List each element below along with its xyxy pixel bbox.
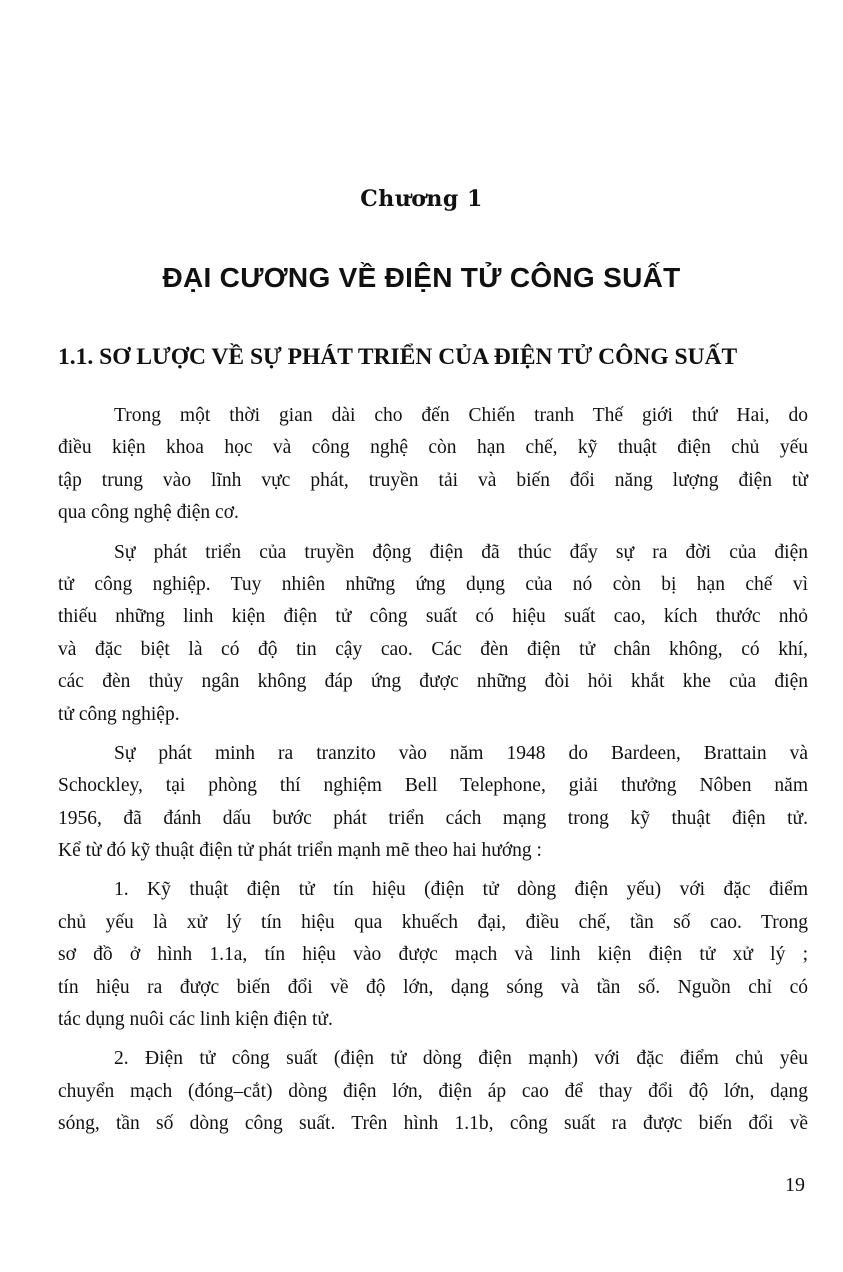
text-line: thiếu những linh kiện điện tử công suất có hiệu suất cao, kích thước nhỏ [58, 606, 808, 628]
text-line: và đặc biệt là có độ tin cậy cao. Các đèn điện tử chân không, có khí, [58, 638, 808, 660]
chapter-label: Chương 1 [360, 186, 483, 212]
text-line: chuyển mạch (đóng–cắt) dòng điện lớn, điện áp cao để thay đổi độ lớn, dạng [58, 1080, 808, 1102]
text-line: Schockley, tại phòng thí nghiệm Bell Telephone, giải thưởng Nôben năm [58, 775, 808, 797]
text-line: sơ đồ ở hình 1.1a, tín hiệu vào được mạch và linh kiện điện tử xử lý ; [58, 944, 808, 966]
section-heading: 1.1. SƠ LƯỢC VỀ SỰ PHÁT TRIỂN CỦA ĐIỆN TỬ CÔNG SUẤT [58, 344, 738, 370]
paragraph-4 [58, 874, 808, 1036]
page-number: 19 [785, 1174, 805, 1196]
text-line: tín hiệu ra được biến đổi về độ lớn, dạng sóng và tần số. Nguồn chỉ có [58, 976, 808, 998]
text-line: Sự phát triển của truyền động điện đã thúc đẩy sự ra đời của điện [114, 541, 808, 563]
paragraph-1 [58, 400, 808, 530]
text-line: tác dụng nuôi các linh kiện điện tử. [58, 1009, 333, 1031]
paragraph-5 [58, 1043, 808, 1140]
text-line: qua công nghệ điện cơ. [58, 502, 239, 524]
text-line: tử công nghiệp. [58, 703, 180, 725]
text-line: các đèn thủy ngân không đáp ứng được những đòi hỏi khắt khe của điện [58, 671, 808, 693]
text-line: Trong một thời gian dài cho đến Chiến tranh Thế giới thứ Hai, do [114, 405, 808, 426]
body-text [58, 400, 808, 1148]
paragraph-3 [58, 738, 808, 868]
text-line: Kể từ đó kỹ thuật điện tử phát triển mạnh mẽ theo hai hướng : [58, 840, 542, 862]
text-line: tập trung vào lĩnh vực phát, truyền tải và biến đổi năng lượng điện từ [58, 469, 808, 491]
text-line: chủ yếu là xử lý tín hiệu qua khuếch đại, điều chế, tần số cao. Trong [58, 911, 808, 933]
text-line: 1. Kỹ thuật điện tử tín hiệu (điện tử dòng điện yếu) với đặc điểm [114, 879, 808, 901]
text-line: Sự phát minh ra tranzito vào năm 1948 do Bardeen, Brattain và [114, 742, 808, 764]
chapter-title: ĐẠI CƯƠNG VỀ ĐIỆN TỬ CÔNG SUẤT [162, 262, 681, 293]
text-line: điều kiện khoa học và công nghệ còn hạn chế, kỹ thuật điện chủ yếu [58, 437, 808, 459]
text-line: sóng, tần số dòng công suất. Trên hình 1.1b, công suất ra được biến đổi về [58, 1113, 808, 1135]
paragraph-2 [58, 537, 808, 731]
text-line: 2. Điện tử công suất (điện tử dòng điện mạnh) với đặc điểm chủ yêu [114, 1048, 808, 1070]
text-line: tử công nghiệp. Tuy nhiên những ứng dụng của nó còn bị hạn chế vì [58, 573, 808, 595]
text-line: 1956, đã đánh dấu bước phát triển cách mạng trong kỹ thuật điện tử. [58, 807, 808, 829]
